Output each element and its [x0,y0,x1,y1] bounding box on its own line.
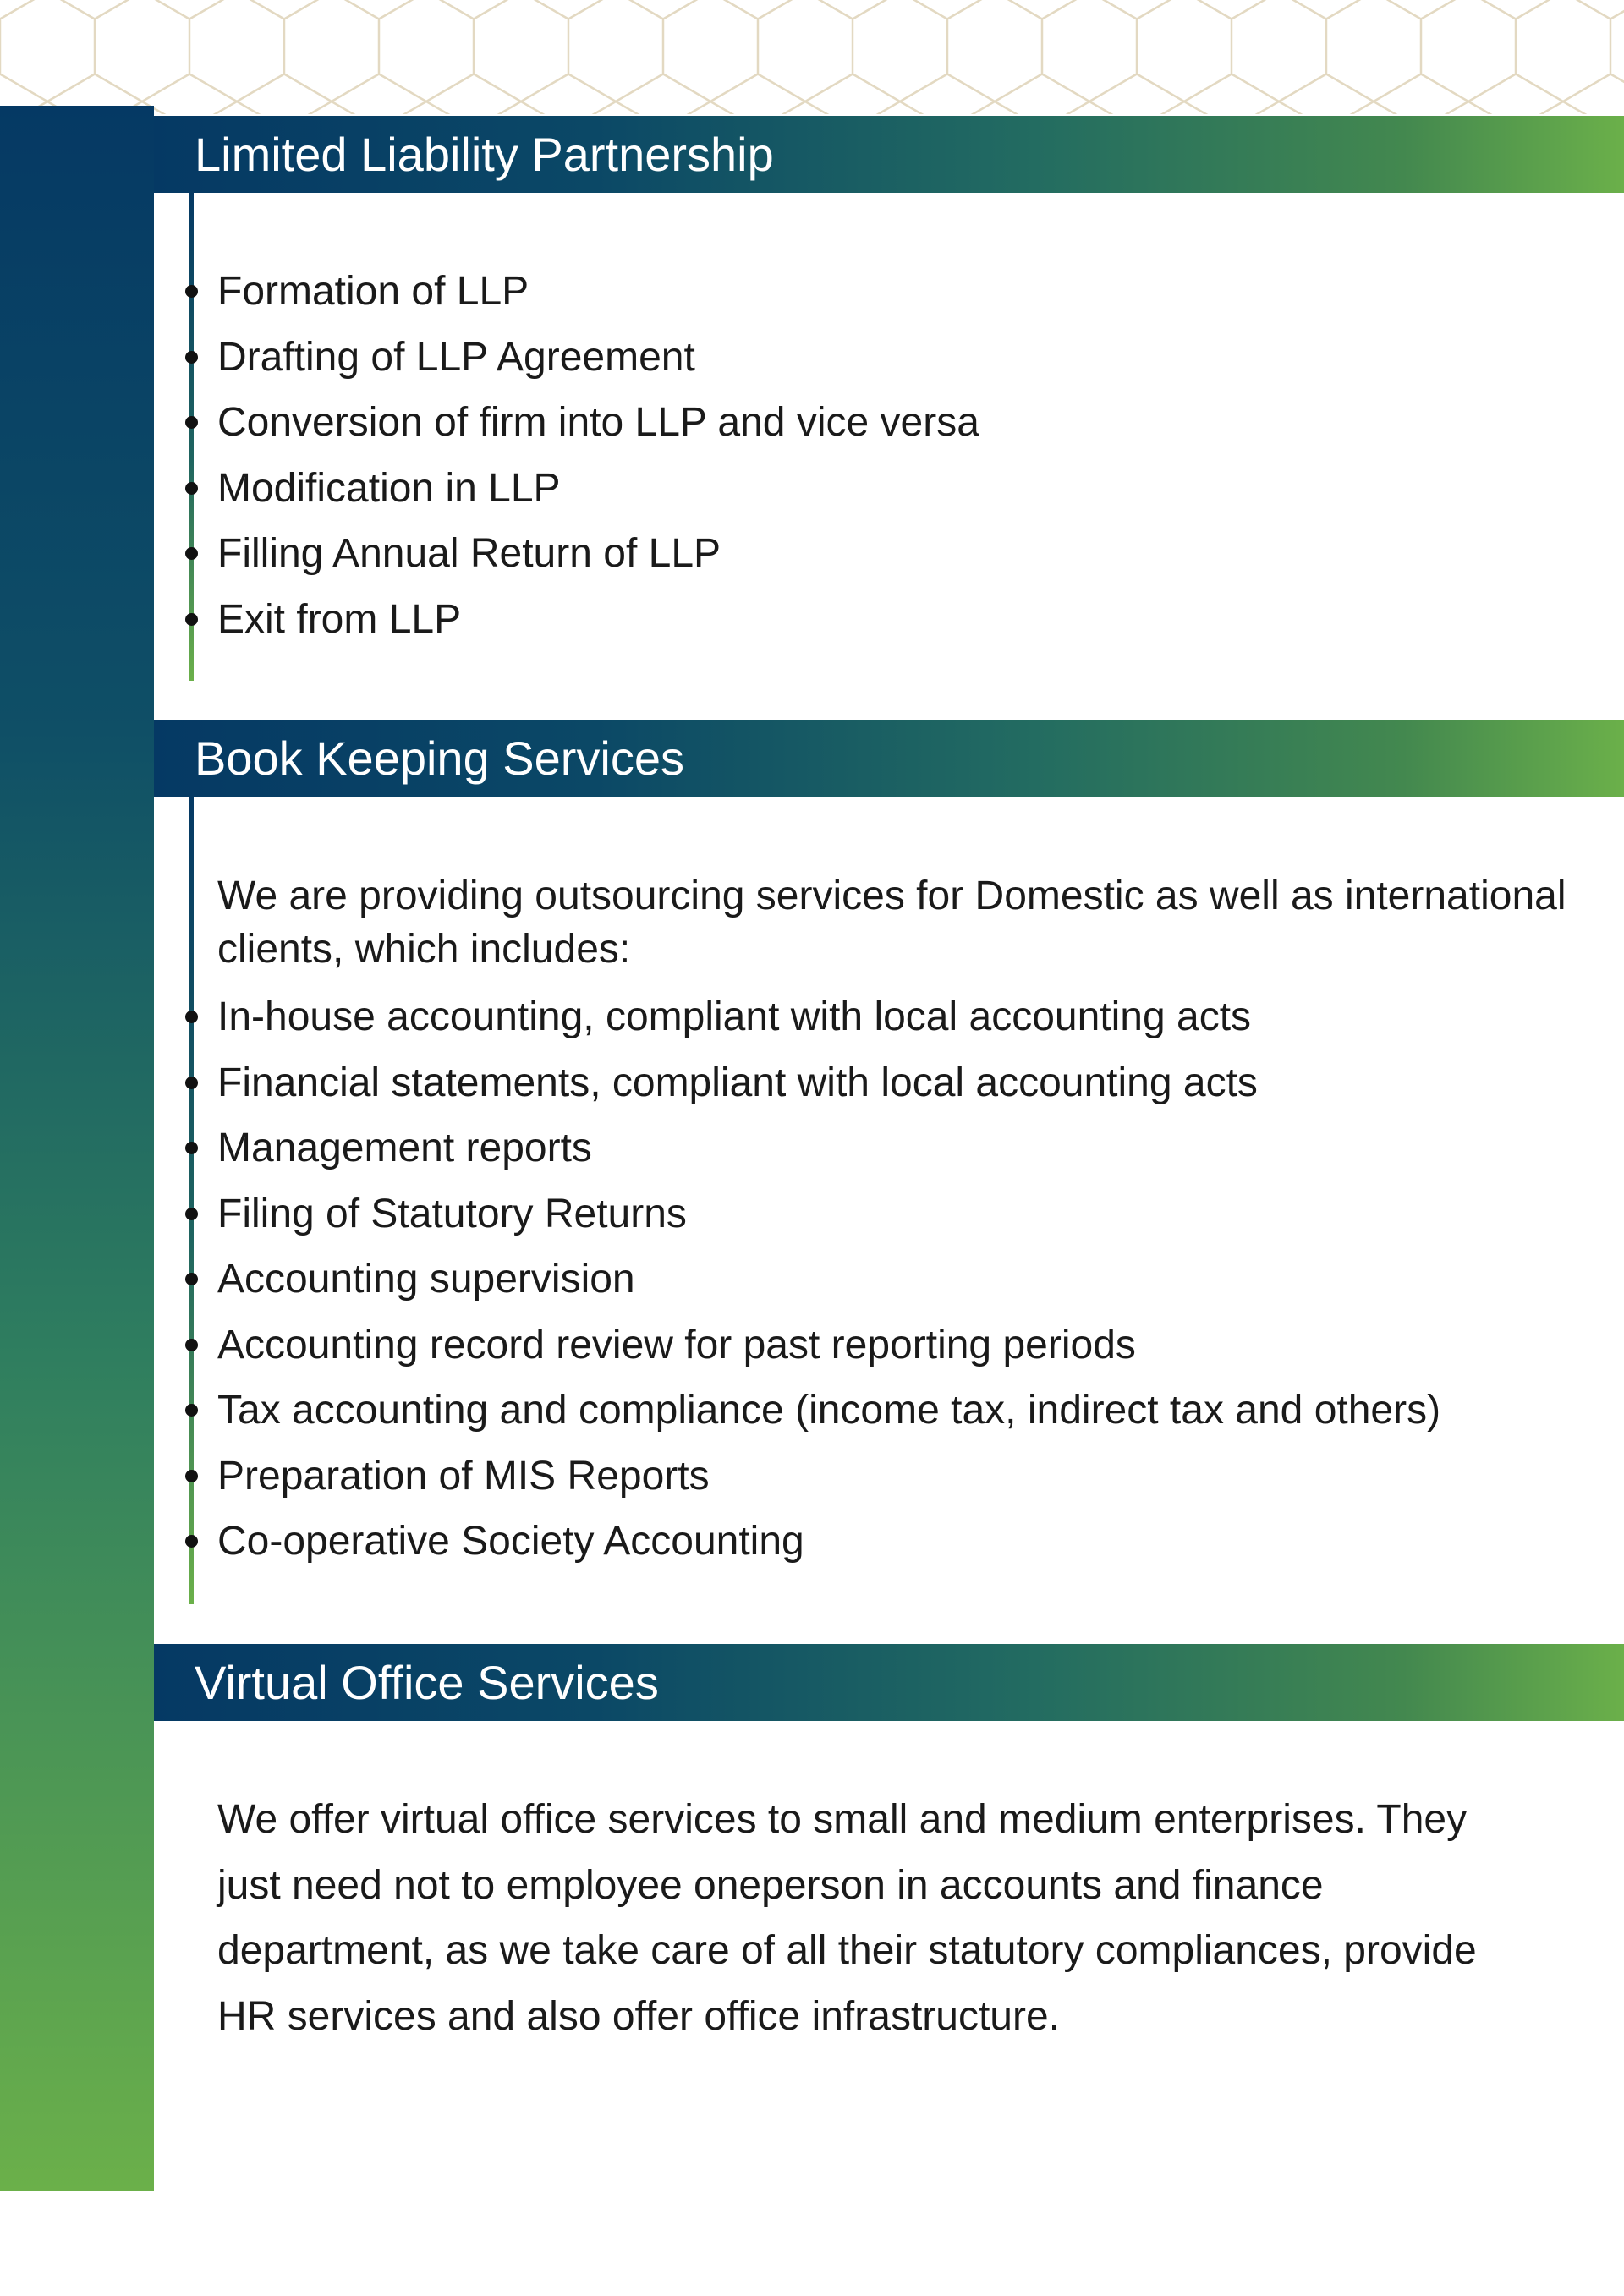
bullet-icon [185,547,198,560]
bullet-icon [185,1535,198,1548]
list-item: Accounting supervision [189,1247,1440,1312]
bookkeeping-intro: We are providing outsourcing services for Domestic as well as international clients, which includes: [217,874,1566,972]
list-item: Modification in LLP [189,456,979,522]
list-item: Filling Annual Return of LLP [189,521,979,587]
list-item: Formation of LLP [189,259,979,325]
list-item: Tax accounting and compliance (income tax, indirect tax and others) [189,1378,1440,1444]
bullet-icon [185,1077,198,1089]
list-item: Conversion of firm into LLP and vice versa [189,390,979,456]
bullet-icon [185,1142,198,1154]
list-item: Drafting of LLP Agreement [189,325,979,391]
bullet-icon [185,285,198,298]
list-item: Preparation of MIS Reports [189,1444,1440,1510]
section-title-virtual-office: Virtual Office Services [195,1655,659,1709]
bullet-icon [185,1339,198,1351]
bullet-icon [185,1011,198,1023]
list-item: In-house accounting, compliant with local accounting acts [189,984,1440,1050]
llp-service-list [189,259,979,652]
section-header-llp [154,116,1624,193]
list-item: Management reports [189,1115,1440,1181]
list-item: Financial statements, compliant with local accounting acts [189,1050,1440,1116]
bullet-icon [185,351,198,364]
list-item: Accounting record review for past reporting periods [189,1312,1440,1378]
bookkeeping-service-list [189,984,1440,1575]
section-header-virtual-office [154,1644,1624,1721]
section-title-llp: Limited Liability Partnership [195,127,774,181]
virtual-office-description: We offer virtual office services to small and medium enterprises. They just need not to employee oneperson in accounts and finance department, as we take care of all their statutory compliances, provide HR services and also offer office infrastructure. [217,1797,1477,2039]
bullet-icon [185,613,198,626]
section-title-bookkeeping: Book Keeping Services [195,731,685,785]
section-header-bookkeeping [154,720,1624,797]
hexagon-pattern-background [0,0,1624,114]
bullet-icon [185,1404,198,1417]
list-item: Co-operative Society Accounting [189,1509,1440,1575]
left-gradient-bar [0,106,154,2191]
list-item: Exit from LLP [189,587,979,653]
list-item: Filing of Statutory Returns [189,1181,1440,1247]
bullet-icon [185,416,198,429]
bullet-icon [185,1273,198,1285]
bullet-icon [185,1470,198,1482]
bullet-icon [185,1208,198,1220]
bullet-icon [185,482,198,495]
